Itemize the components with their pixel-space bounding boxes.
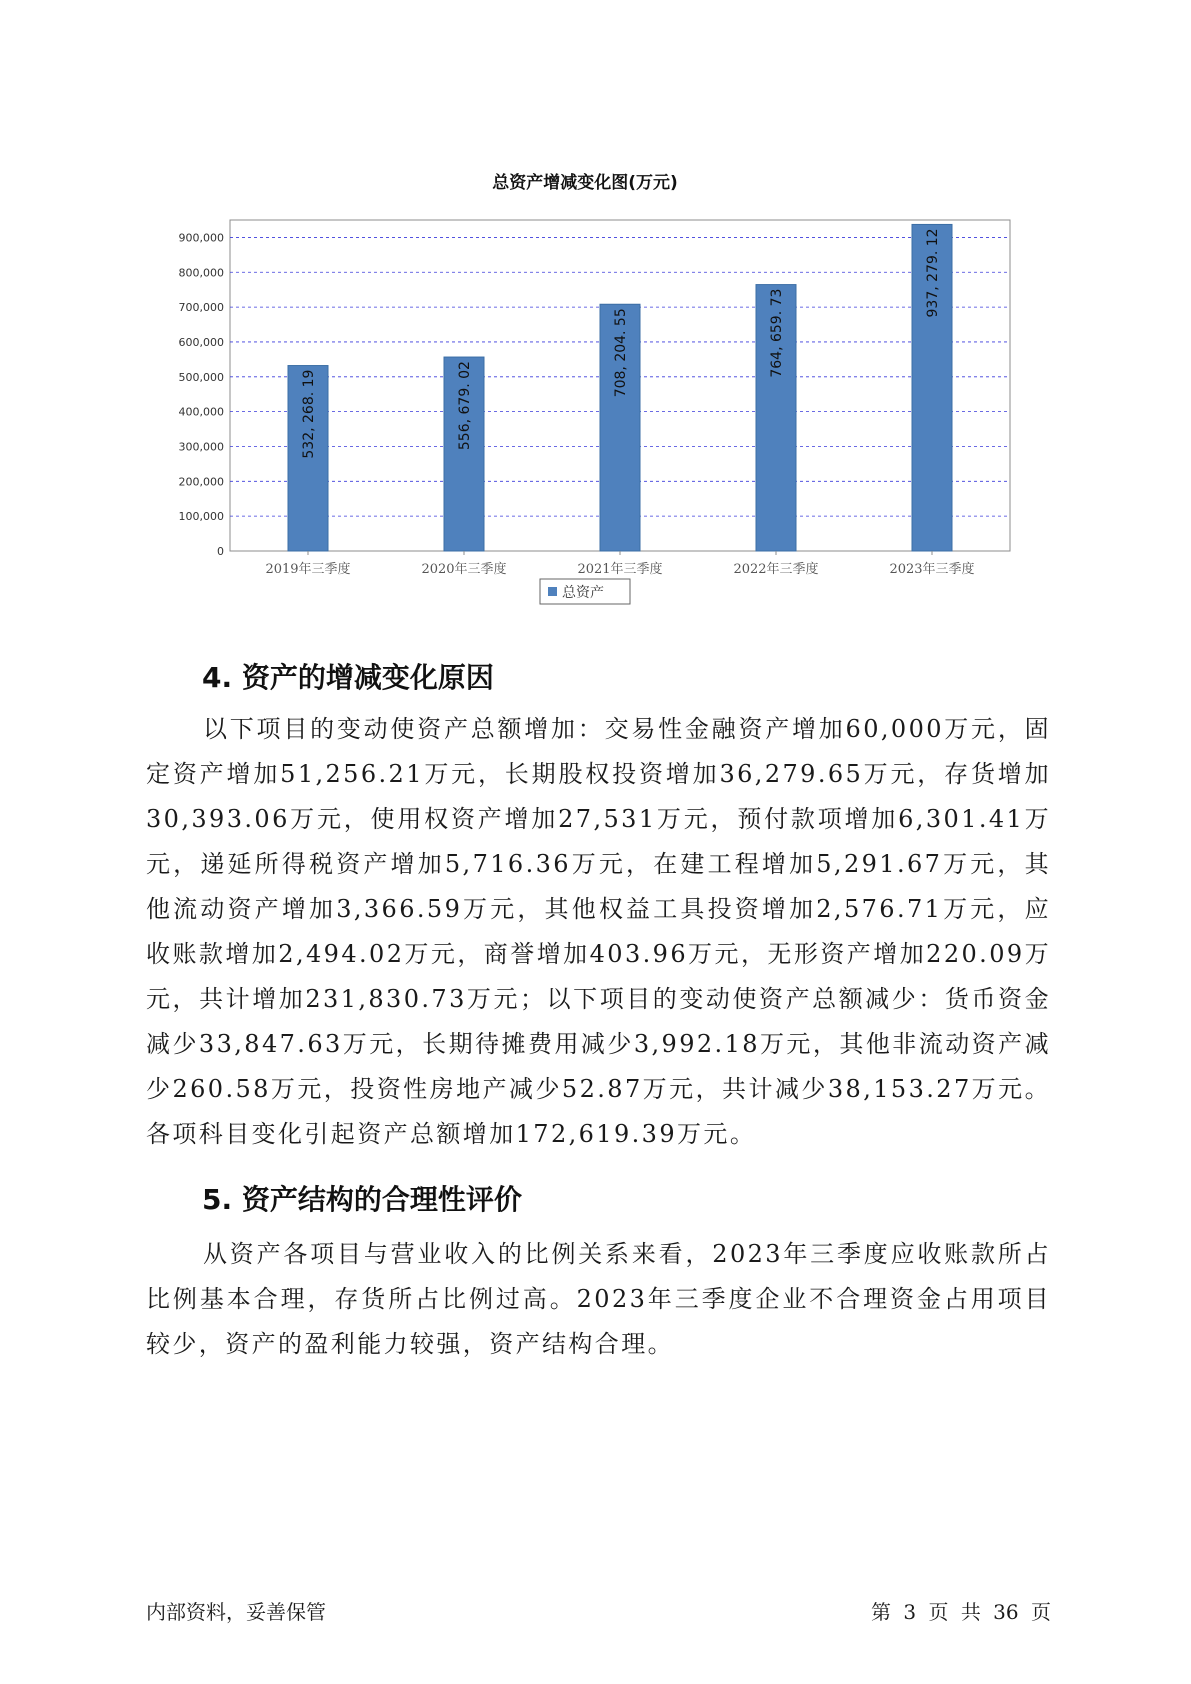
paragraph-asset-structure-evaluation: 从资产各项目与营业收入的比例关系来看，2023年三季度应收账款所占比例基本合理，存货所占比例过高。2023年三季度企业不合理资金占用项目较少，资产的盈利能力较强，资产结构合理。 [146,1240,1051,1358]
paragraph-asset-change-reasons: 以下项目的变动使资产总额增加：交易性金融资产增加60,000万元，固定资产增加51,256.21万元，长期股权投资增加36,279.65万元，存货增加30,393.06万元，使用权资产增加27,531万元，预付款项增加6,301.41万元，递延所得税资产增加5,716.36万元，在建工程增加5,291.67万元，其他流动资产增加3,366.59万元，其他权益工具投资增加2,576.71万元，应收账款增加2,494.02万元，商誉增加403.96万元，无形资产增加220.09万元，共计增加231,830.73万元；以下项目的变动使资产总额减少：货币资金减少33,847.63万元，长期待摊费用减少3,992.18万元，其他非流动资产减少260.58万元，投资性房地产减少52.87万元，共计减少38,153.27万元。各项科目变化引起资产总额增加172,619.39万元。 [146,715,1051,1148]
x-tick-label: 2023年三季度 [889,562,975,577]
y-tick-label: 500,000 [178,370,224,384]
bar-value-label: 532, 268. 19 [301,369,317,459]
y-tick-label: 700,000 [178,301,224,315]
y-tick-label: 0 [217,545,224,558]
chart-title: 总资产增减变化图(万元) [492,173,678,193]
y-tick-label: 900,000 [178,231,224,245]
total-assets-chart [150,168,1020,628]
legend-swatch [548,587,557,596]
bar-value-label: 937, 279. 12 [925,228,941,318]
y-tick-label: 100,000 [178,510,224,524]
y-tick-label: 800,000 [178,266,224,280]
section-heading-asset-change-reasons: 4. 资产的增减变化原因 [202,661,494,694]
legend-label: 总资产 [562,585,604,601]
y-tick-label: 300,000 [178,440,224,454]
x-tick-label: 2019年三季度 [265,562,351,577]
section-heading-asset-structure-evaluation: 5. 资产结构的合理性评价 [202,1183,522,1216]
x-tick-label: 2021年三季度 [577,562,663,577]
y-tick-label: 400,000 [178,405,224,419]
bar-value-label: 556, 679. 02 [457,361,473,451]
y-tick-label: 600,000 [178,335,224,349]
bar-value-label: 708, 204. 55 [613,308,629,398]
bar-value-label: 764, 659. 73 [769,288,785,378]
x-tick-label: 2020年三季度 [421,562,507,577]
footer-page-number: 第 3 页 共 36 页 [871,1600,1051,1624]
footer-confidential-note: 内部资料，妥善保管 [146,1600,326,1624]
y-tick-label: 200,000 [178,475,224,489]
chart-canvas [150,168,1020,628]
x-tick-label: 2022年三季度 [733,562,819,577]
